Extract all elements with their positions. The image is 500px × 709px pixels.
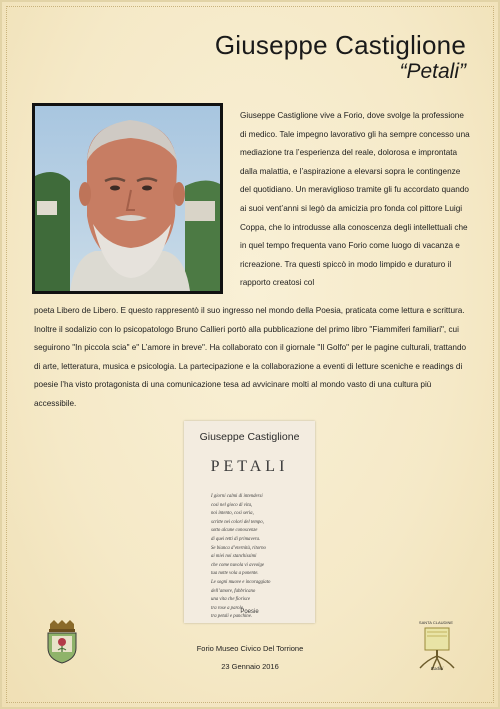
verse-line: noi intento, così seria, xyxy=(211,511,254,517)
book-cover xyxy=(184,421,315,623)
book-cover-title: PETALI xyxy=(210,458,289,475)
right-logo-name: Radici xyxy=(430,666,444,671)
book-cover-verse xyxy=(211,493,306,622)
book-cover-subtitle: Poesie xyxy=(240,609,259,615)
municipal-crest-logo xyxy=(44,620,80,664)
right-logo-caption: SANTA CLAUDINE xyxy=(418,620,454,625)
verse-line: I giorni calmi di intendersi xyxy=(211,494,263,499)
verse-line: ai miei noi stanchissimi xyxy=(211,554,257,560)
verse-line: Le sogni muove e incoraggiato xyxy=(211,579,271,585)
verse-line: tua notte vola a ponente. xyxy=(211,571,259,577)
verse-line: tra petali e panchine. xyxy=(211,614,253,620)
verse-line: così nel gioco di vita, xyxy=(211,502,253,508)
verse-line: dell’amore, fabbricano xyxy=(211,588,256,594)
author-name-heading: Giuseppe Castiglione xyxy=(214,30,466,60)
verse-line: che come nuvola vi avvolge xyxy=(211,562,265,568)
verse-line: sotto alcune conoscenze xyxy=(211,528,258,534)
bio-paragraph-bottom: poeta Libero de Libero. E questo rappresentò il suo ingresso nel mondo della Poesia, praticata come lettura e scrittura. Inoltre il sodalizio con lo psicopatologo Bruno Callieri portò alla pubblicazione del primo libro "Fiammiferi familiari", cui seguirono "In piccola scia" e" L’amore in breve". Ha collaborato con il giornale "Il Golfo" per le pagine culturali, trattando di arte, letteratura, musica e psicologia. La partecipazione e la collaborazione a eventi di letture sceniche e readings di poesie l’ha visto protagonista di una comunicazione tesa ad avvicinare molti al mondo vasto di una cultura più accessibile. xyxy=(34,306,467,408)
bio-paragraph-top: Giuseppe Castiglione vive a Forio, dove svolge la professione di medico. Tale impegno lavorativo gli ha sempre concesso una mediazione tra l’esperienza del reale, dolorosa e improntata dalla malattia, e l’aspirazione a elevarsi sopra le contingenze del quotidiano. Un meraviglioso tramite gli fu accordato quando ai suoi vent’anni si legò da amicizia pro fonda col pittore Luigi Coppa, che lo introdusse alla conoscenza degli intellettuali che in quel tempo frequenta vano Forio come luogo di vacanza e ricreazione. Tra questi spiccò in modo limpido e duraturo il rapporto creatosi col xyxy=(240,111,470,288)
book-title-heading: “Petali” xyxy=(399,60,466,83)
verse-line: una vita che fiorisce xyxy=(211,597,251,603)
portrait-illustration xyxy=(35,106,220,291)
author-portrait xyxy=(32,103,223,294)
event-venue: Forio Museo Civico Del Torrione xyxy=(196,644,304,653)
verse-line: scritte nei colori del tempo, xyxy=(211,519,264,525)
crest-icon xyxy=(44,620,80,664)
verse-line: tra rose a parole, xyxy=(211,605,245,611)
verse-line: Se bianca d’eternità, ritorno xyxy=(211,545,266,551)
verse-line: di quei tetti di primavera. xyxy=(211,536,261,542)
event-date: 23 Gennaio 2016 xyxy=(221,662,279,671)
book-cover-author: Giuseppe Castiglione xyxy=(199,431,300,443)
